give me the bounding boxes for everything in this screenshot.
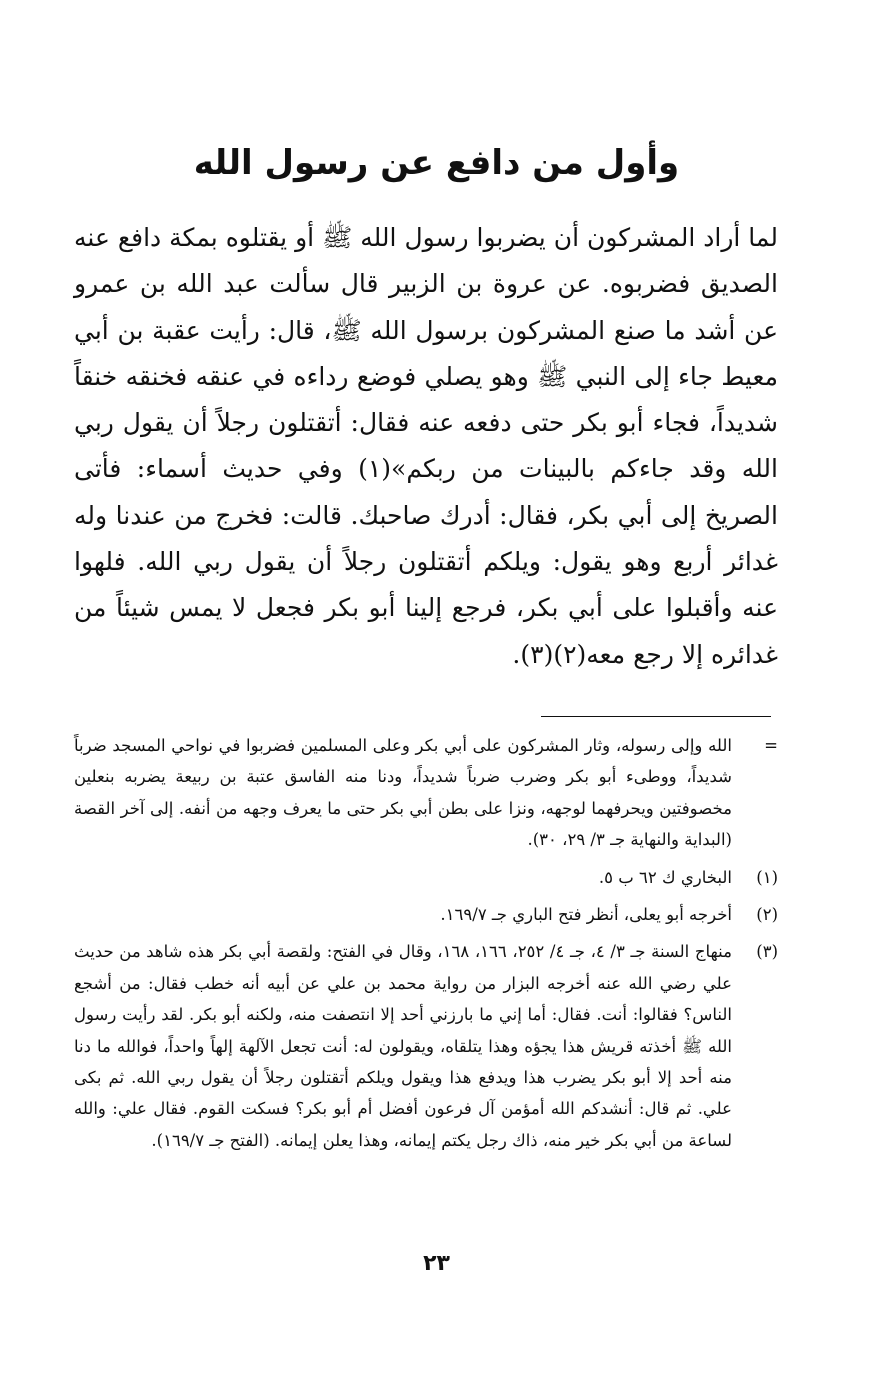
- footnote-marker: =: [764, 736, 778, 755]
- footnote-marker: (٢): [756, 905, 778, 925]
- footnote-marker: (١): [756, 867, 778, 887]
- footnote-2: [74, 899, 778, 930]
- main-paragraph: لما أراد المشركون أن يضربوا رسول الله ﷺ أو يقتلوه بمكة دافع عنه الصديق فضربوه. عن عروة بن الزبير قال سألت عبد الله بن عمرو عن أشد ما صنع المشركون برسول الله ﷺ، قال: رأيت عقبة بن أبي معيط جاء إلى النبي ﷺ وهو يصلي فوضع رداءه في عنقه فخنقه خنقاً شديداً، فجاء أبو بكر حتى دفعه عنه فقال: أتقتلون رجلاً أن يقول ربي الله وقد جاءكم بالبينات من ربكم»(١) وفي حديث أسماء: فأتى الصريخ إلى أبي بكر، فقال: أدرك صاحبك. قالت: فخرج من عندنا وله غدائر أربع وهو يقول: ويلكم أتقتلون رجلاً أن يقول ربي الله. فلهوا عنه وأقبلوا على أبي بكر، فرجع إلينا أبو بكر فجعل لا يمس شيئاً من غدائره إلا رجع معه(٢)(٣).: [74, 223, 778, 669]
- footnote-text: البخاري ك ٦٢ ب ٥.: [598, 867, 732, 887]
- footnote-continued: [74, 730, 778, 856]
- footnote-divider: [541, 716, 771, 717]
- footnote-text: أخرجه أبو يعلى، أنظر فتح الباري جـ ١٦٩/٧.: [440, 905, 732, 925]
- footnote-marker: (٣): [756, 942, 778, 962]
- footnote-text: منهاج السنة جـ ٣/ ٤، جـ ٤/ ٢٥٢، ١٦٦، ١٦٨، وقال في الفتح: ولقصة أبي بكر هذه شاهد من حديث علي رضي الله عنه أخرجه البزار من رواية محمد بن علي عن أبيه أنه خطب فقال: من أشجع الناس؟ فقالوا: أنت. فقال: أما إني ما بارزني أحد إلا انتصفت منه، ولكنه أبو بكر. لقد رأيت رسول الله ﷺ أخذته قريش هذا يجؤه وهذا يتلقاه، ويقولون له: أنت تجعل الآلهة إلهاً واحداً، فوالله ما دنا منه أحد إلا أبو بكر يضرب هذا ويدفع هذا ويقول ويلكم أتقتلون رجلاً أن يقول ربي الله. ثم بكى علي. ثم قال: أنشدكم الله أمؤمن آل فرعون أفضل أم أبو بكر؟ فسكت القوم. فقال علي: والله لساعة من أبي بكر خير منه، ذاك رجل يكتم إيمانه، وهذا يعلن إيمانه. (الفتح جـ ١٦٩/٧).: [74, 942, 732, 1150]
- page-number: ٢٣: [423, 1251, 450, 1276]
- footnote-3: [74, 936, 778, 1156]
- footnote-1: [74, 862, 778, 893]
- section-title: وأول من دافع عن رسول الله: [193, 143, 680, 183]
- footnote-text: الله وإلى رسوله، وثار المشركون على أبي بكر وعلى المسلمين فضربوا في نواحي المسجد ضرباً شديداً، ووطىء أبو بكر وضرب ضرباً شديداً، ودنا منه الفاسق عتبة بن ربيعة يضربه بنعلين مخصوفتين ويحرفهما لوجهه، ونزا على بطن أبي بكر حتى ما يعرف وجهه من أنفه. إلى آخر القصة (البداية والنهاية جـ ٣/ ٢٩، ٣٠).: [74, 736, 732, 850]
- footnotes: [74, 730, 778, 1156]
